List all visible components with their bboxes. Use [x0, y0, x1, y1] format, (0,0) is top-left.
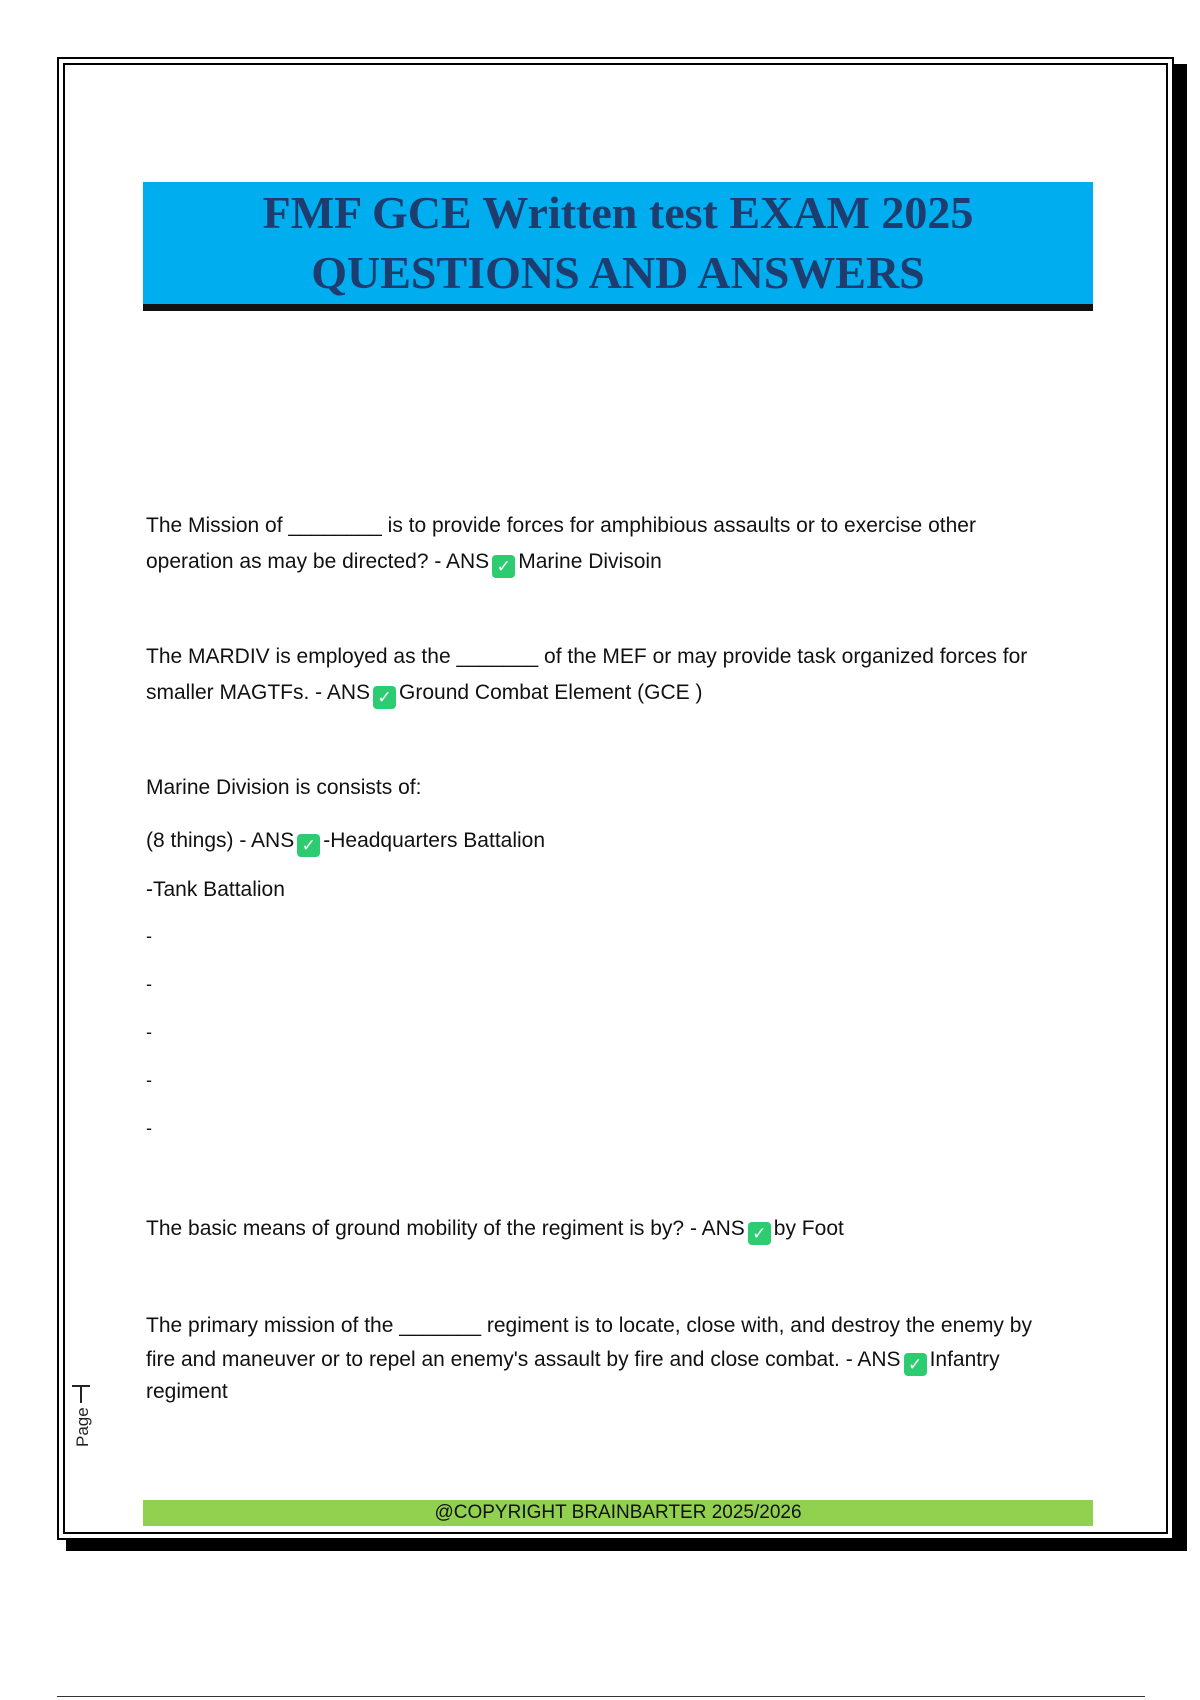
check-icon: ✓: [297, 834, 320, 857]
title-line-2: QUESTIONS AND ANSWERS: [311, 247, 925, 298]
q3-line-1: Marine Division is consists of:: [146, 776, 422, 799]
title-line-1: FMF GCE Written test EXAM 2025: [262, 187, 974, 238]
q4-answer: by Foot: [773, 1217, 844, 1240]
q2-line-1: The MARDIV is employed as the _______ of the MEF or may provide task organized forces for: [146, 645, 1028, 668]
check-icon: ✓: [492, 555, 515, 578]
q1-prefix: operation as may be directed? - ANS: [146, 550, 490, 573]
copyright-footer: @COPYRIGHT BRAINBARTER 2025/2026: [143, 1500, 1093, 1526]
q2-prefix: smaller MAGTFs. - ANS: [146, 681, 371, 704]
list-dash: -: [146, 926, 152, 946]
q4-prefix: The basic means of ground mobility of the regiment is by? - ANS: [146, 1217, 745, 1240]
q3-extra-line: -Tank Battalion: [146, 878, 285, 901]
q3-prefix: (8 things) - ANS: [146, 829, 295, 852]
q5-line-1: The primary mission of the _______ regiment is to locate, close with, and destroy the enemy by: [146, 1314, 1032, 1337]
list-dash: -: [146, 1022, 152, 1042]
q2-answer: Ground Combat Element (GCE ): [399, 681, 703, 704]
list-dash: -: [146, 974, 152, 994]
q5-line-3: regiment: [146, 1380, 228, 1403]
page-label: Page: [73, 1407, 92, 1447]
q3-line-2: [146, 829, 545, 857]
check-icon: ✓: [373, 686, 396, 709]
q5-prefix: fire and maneuver or to repel an enemy's assault by fire and close combat. - ANS: [146, 1348, 901, 1371]
check-icon: ✓: [904, 1353, 927, 1376]
title-banner: [143, 182, 1093, 311]
q3-answer: -Headquarters Battalion: [323, 829, 546, 852]
q1-answer: Marine Divisoin: [518, 550, 662, 573]
q4-line-1: [146, 1217, 844, 1245]
list-dash: -: [146, 1118, 152, 1138]
q1-line-2: [146, 550, 662, 578]
bottom-rule: [57, 1696, 1145, 1697]
q2-line-2: [146, 681, 702, 709]
q1-line-1: The Mission of ________ is to provide forces for amphibious assaults or to exercise other: [146, 514, 976, 537]
list-dash: -: [146, 1070, 152, 1090]
q5-line-2: [146, 1348, 1000, 1376]
q5-answer: Infantry: [929, 1348, 1000, 1371]
check-icon: ✓: [748, 1222, 771, 1245]
